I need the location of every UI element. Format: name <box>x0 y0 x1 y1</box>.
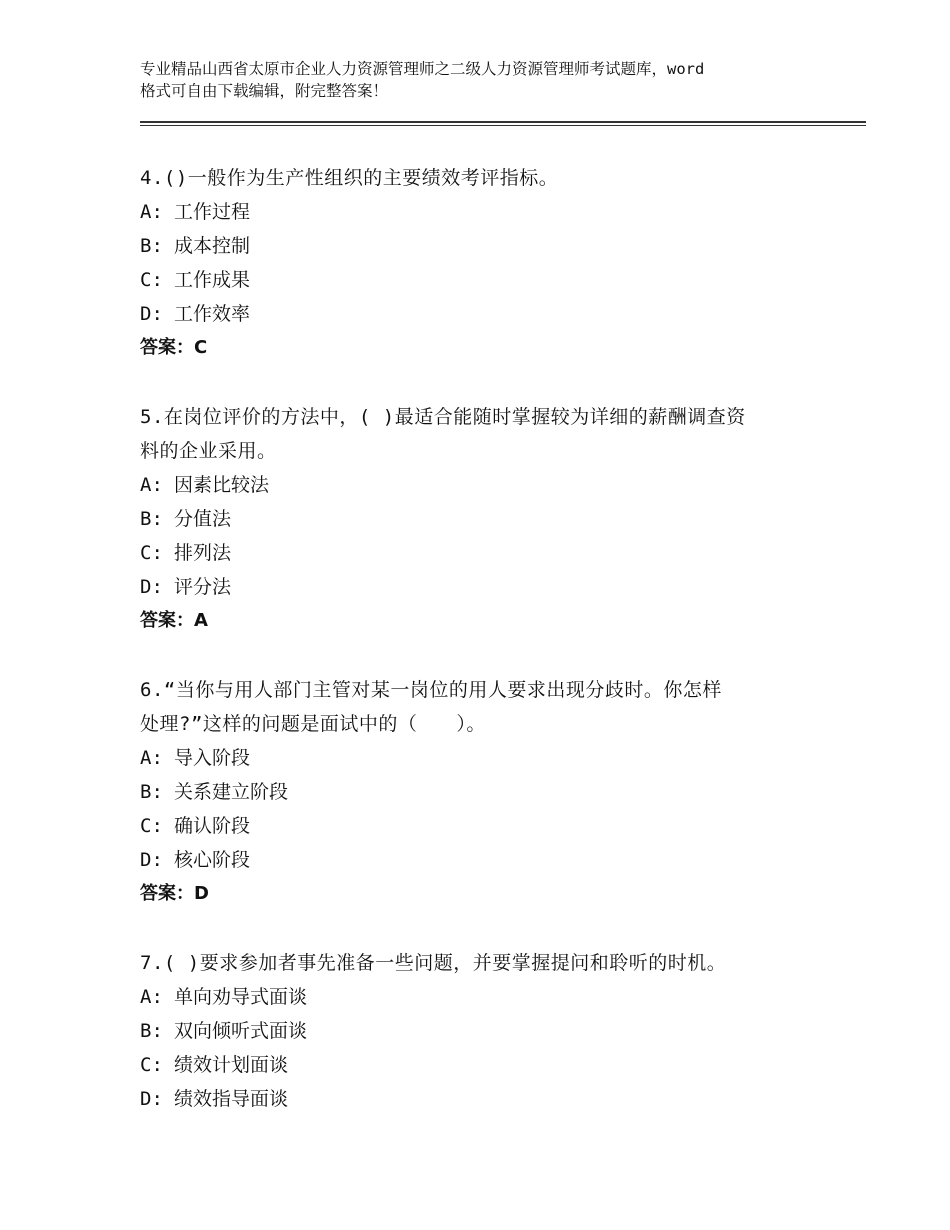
option-d: D: 工作效率 <box>140 303 251 325</box>
question-text: 6.“当你与用人部门主管对某一岗位的用人要求出现分歧时。你怎样 <box>140 679 722 701</box>
option-b: B: 双向倾听式面谈 <box>140 1020 308 1042</box>
option-a: A: 导入阶段 <box>140 747 251 769</box>
answer-label: 答案：A <box>140 610 208 631</box>
option-d: D: 核心阶段 <box>140 849 251 871</box>
question-text-continued: 料的企业采用。 <box>140 440 277 462</box>
question-7 <box>140 946 830 1116</box>
question-text: 4.()一般作为生产性组织的主要绩效考评指标。 <box>140 167 559 189</box>
option-c: C: 确认阶段 <box>140 815 251 837</box>
option-a: A: 工作过程 <box>140 201 251 223</box>
question-6 <box>140 673 830 911</box>
option-d: D: 绩效指导面谈 <box>140 1088 289 1110</box>
question-5 <box>140 400 830 638</box>
answer-label: 答案：C <box>140 337 208 358</box>
option-c: C: 排列法 <box>140 542 232 564</box>
question-text: 7.( )要求参加者事先准备一些问题，并要掌握提问和聆听的时机。 <box>140 952 727 974</box>
option-c: C: 绩效计划面谈 <box>140 1054 289 1076</box>
answer-label: 答案：D <box>140 883 209 904</box>
option-b: B: 关系建立阶段 <box>140 781 289 803</box>
option-b: B: 成本控制 <box>140 235 251 257</box>
header-line-2: 格式可自由下载编辑，附完整答案！ <box>140 82 389 100</box>
header-divider-thin <box>140 125 866 126</box>
option-c: C: 工作成果 <box>140 269 251 291</box>
question-4 <box>140 161 830 365</box>
option-b: B: 分值法 <box>140 508 232 530</box>
option-a: A: 单向劝导式面谈 <box>140 986 308 1008</box>
document-header <box>140 58 840 102</box>
header-line-1: 专业精品山西省太原市企业人力资源管理师之二级人力资源管理师考试题库，word <box>140 60 705 78</box>
option-a: A: 因素比较法 <box>140 474 270 496</box>
header-divider-thick <box>140 121 866 123</box>
question-text: 5.在岗位评价的方法中，( )最适合能随时掌握较为详细的薪酬调查资 <box>140 406 746 428</box>
question-text-continued: 处理?”这样的问题是面试中的（ ）。 <box>140 713 486 735</box>
option-d: D: 评分法 <box>140 576 232 598</box>
